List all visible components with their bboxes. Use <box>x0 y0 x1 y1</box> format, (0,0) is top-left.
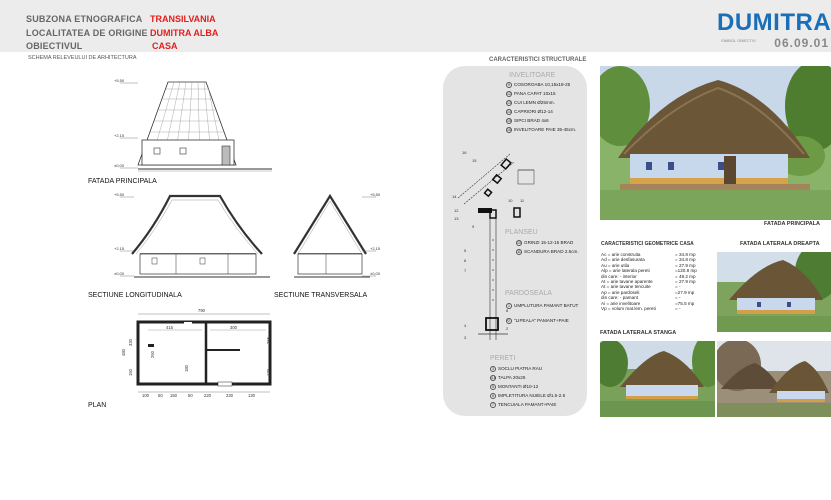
roof-item-1-num: 9 <box>506 82 512 88</box>
diagram-label-15: 15 <box>472 158 477 163</box>
long-level-base: ±0,00 <box>114 271 124 276</box>
geometric-characteristics <box>601 241 719 311</box>
caption-plan: PLAN <box>88 402 107 409</box>
ceiling-item-1-text: GRINZI 15-12-15 BRAD <box>524 240 574 246</box>
brand-block <box>717 11 829 49</box>
caption-photo-left: FATADA LATERALA STANGA <box>600 330 677 336</box>
caption-front-facade: FATADA PRINCIPALA <box>88 178 157 185</box>
walls-item-2-text: TALPA 20x25 <box>498 375 526 381</box>
long-level-mid: +2,15 <box>114 246 125 251</box>
diagram-label-6: 6 <box>464 258 467 263</box>
caption-photo-main: FATADA PRINCIPALA <box>764 221 821 227</box>
trans-level-mid: +2,15 <box>370 246 381 251</box>
geometric-row-7-value: = - <box>675 284 681 290</box>
front-level-mid: +2,15 <box>114 133 125 138</box>
header-value-locality: DUMITRA ALBA <box>150 28 219 38</box>
plan-dim-left-2: 150 <box>128 369 133 376</box>
roof-item-4-text: CAPRIORI Ø12-14 <box>514 109 553 115</box>
roof-item-2-num: 12 <box>507 92 511 96</box>
roof-item-5 <box>506 118 549 124</box>
geometric-row-9-key: din care: - pamant <box>601 295 639 301</box>
walls-item-1 <box>490 366 542 372</box>
geometric-row-5-value: = 49.2 mp <box>675 273 696 279</box>
longitudinal-section-drawing <box>110 188 276 286</box>
geometric-row-1-key: Ac = arie construita <box>601 252 641 257</box>
plan-dim-overall: 790 <box>198 308 205 313</box>
front-facade-drawing <box>110 72 280 178</box>
photo-main-facade <box>600 66 831 220</box>
roof-item-1 <box>506 82 570 88</box>
diagram-label-9: 9 <box>472 224 475 229</box>
walls-item-3-num: 5 <box>490 384 496 390</box>
diagram-label-16: 16 <box>462 150 467 155</box>
roof-item-1-text: COSOROABA 10,15x18-25 <box>514 82 571 88</box>
roof-item-3 <box>506 100 555 106</box>
floor-item-1-num: 1 <box>506 303 512 309</box>
plan-dim-left-total: 480 <box>121 349 126 356</box>
diagram-label-2: 2 <box>506 326 509 331</box>
roof-item-4 <box>506 109 553 115</box>
geometric-row-11 <box>601 306 719 311</box>
plan-dim-bottom-2: 50 <box>158 393 163 398</box>
ceiling-item-1-num: 10 <box>517 241 521 245</box>
brand-subtitle: SIMBOL OBIECTIV <box>721 38 756 43</box>
header-band <box>0 0 831 52</box>
plan-dim-right-2: 120 <box>266 369 271 376</box>
brand-date: 06.09.01 <box>774 36 829 50</box>
geometric-row-6-value: = 27.9 mp <box>675 278 696 284</box>
brand-name: DUMITRA <box>717 9 831 36</box>
roof-item-3-num: 13 <box>507 101 511 105</box>
geometric-row-7-key: At = arie tavane tencuite <box>601 284 651 290</box>
header-value-subzone: TRANSILVANIA <box>150 14 216 24</box>
ceiling-item-2-num: 11 <box>517 250 521 254</box>
diagram-label-5: 5 <box>464 248 467 253</box>
floor-item-2-num: 2 <box>506 318 512 324</box>
geometric-row-6-key: At = arie tavane aparente <box>601 278 653 284</box>
roof-item-6-text: INVELITOARE PAIE 35-45cm. <box>514 127 577 133</box>
header-label-locality: LOCALITATEA DE ORIGINE <box>26 28 148 38</box>
roof-item-2-text: PANA CAPAT 10x15 <box>514 91 556 97</box>
diagram-label-10: 10 <box>508 198 513 203</box>
walls-item-2 <box>490 375 525 381</box>
geometric-row-9-value: = - <box>675 295 681 301</box>
plan-dim-bottom-1: 100 <box>142 393 149 398</box>
roof-item-6-num: 16 <box>507 128 511 132</box>
floor-plan-drawing <box>118 306 278 402</box>
geometric-row-8-key: Ap = arie pardoseli <box>601 289 640 295</box>
front-level-base: ±0,00 <box>114 163 124 168</box>
diagram-label-7: 7 <box>464 268 467 273</box>
walls-item-5-num: 7 <box>490 402 496 408</box>
walls-item-5-text: TENCUIALA PAMANT+PAIE <box>498 402 557 408</box>
plan-dim-inner-1: 260 <box>150 351 155 358</box>
geometric-row-3-value: = 27.9 mp <box>675 262 696 268</box>
geometric-row-11-key: Vp = volum mat.lem. pereti <box>601 305 656 311</box>
walls-item-4-num: 6 <box>490 393 496 399</box>
walls-item-5 <box>490 402 556 408</box>
section-title-walls: PERETI <box>490 355 516 362</box>
floor-item-2-text: "LIPEALA" PAMANT+PAIE <box>514 318 569 324</box>
header-value-objective: CASA <box>152 41 178 51</box>
diagram-label-4: 4 <box>464 323 467 328</box>
geometric-row-10-value: =75.5 mp <box>675 300 695 306</box>
plan-dim-left-1: 330 <box>128 339 133 346</box>
structural-detail-diagram <box>448 140 540 350</box>
geometric-row-4-key: Alp = arie laterala pereti <box>601 268 650 274</box>
caption-photo-right: FATADA LATERALA DREAPTA <box>740 241 820 247</box>
plan-dim-bottom-3: 150 <box>170 393 177 398</box>
walls-item-1-text: SOCLU PIATRA RAU <box>498 366 543 372</box>
roof-item-2 <box>506 91 556 97</box>
plan-dim-bottom-4: 50 <box>188 393 193 398</box>
geometric-title: CARACTERISTICI GEOMETRICE CASA <box>601 241 694 247</box>
plan-dim-inner-2: 180 <box>184 365 189 372</box>
walls-item-3 <box>490 384 538 390</box>
ceiling-item-2-text: SCANDURA BRAD 2.5cm. <box>524 249 579 255</box>
floor-item-1-text: UMPLUTURA PAMANT BATUT <box>514 303 579 309</box>
front-level-top: +5,50 <box>114 78 125 83</box>
roof-item-3-text: CUI LEMN Ø25mm. <box>514 100 555 106</box>
walls-item-4 <box>490 393 565 399</box>
plan-dim-bottom-5: 220 <box>204 393 211 398</box>
caption-longitudinal-section: SECTIUNE LONGITUDINALA <box>88 292 182 299</box>
walls-item-3-text: MONTANTI Ø10-12 <box>498 384 539 390</box>
geometric-row-4-value: =120.8 mp <box>675 268 697 274</box>
walls-item-4-text: IMPLETITURA NUIELE Ø1.5-2.5 <box>498 393 566 399</box>
geometric-row-2-value: = 34.8 mp <box>675 257 696 263</box>
walls-item-2-num: 4,8 <box>491 376 496 380</box>
caption-transverse-section: SECTIUNE TRANSVERSALA <box>274 292 368 299</box>
geometric-row-2-key: Ad = arie desfasurata <box>601 257 645 263</box>
roof-item-5-num: 15 <box>507 119 511 123</box>
trans-level-base: ±0,00 <box>370 271 380 276</box>
section-title-roof: INVELITOARE <box>509 72 556 79</box>
roof-item-4-num: 14 <box>507 110 511 114</box>
diagram-label-3: 3 <box>464 335 467 340</box>
walls-item-1-num: 3 <box>490 366 496 372</box>
header-label-subzone: SUBZONA ETNOGRAFICA <box>26 14 143 24</box>
geometric-row-3-key: Au = arie utila <box>601 262 630 268</box>
photo-right-facade <box>717 252 831 332</box>
schema-title: SCHEMA RELEVEULUI DE ARHITECTURA <box>28 55 137 61</box>
diagram-label-1: 1 <box>506 317 509 322</box>
geometric-row-5-key: din care: - interior <box>601 273 637 279</box>
geometric-row-1-value: = 34.8 mp <box>675 252 696 257</box>
structural-title: CARACTERISTICI STRUCTURALE <box>489 57 587 63</box>
plan-dim-bottom-6: 230 <box>226 393 233 398</box>
trans-level-top: +5,50 <box>370 192 381 197</box>
diagram-label-13: 13 <box>454 216 459 221</box>
geometric-row-10-key: Ai = arie invelitoare <box>601 300 641 306</box>
diagram-label-8: 8 <box>506 308 509 313</box>
plan-dim-room2: 300 <box>230 325 237 330</box>
diagram-label-14: 14 <box>452 194 457 199</box>
plan-dim-bottom-7: 130 <box>248 393 255 398</box>
header-label-objective: OBIECTIVUL <box>26 41 83 51</box>
photo-left-facade-1 <box>600 341 715 417</box>
long-level-top: +5,50 <box>114 192 125 197</box>
geometric-row-11-value: = - <box>675 305 681 311</box>
plan-dim-right-1: 265 <box>266 337 271 344</box>
roof-item-5-text: SIPCI BRAD 4x6 <box>514 118 549 124</box>
diagram-label-11: 11 <box>520 198 525 203</box>
diagram-label-12: 12 <box>454 208 459 213</box>
roof-item-6 <box>506 127 576 133</box>
geometric-row-8-value: =27.9 mp <box>675 289 695 295</box>
section-title-floor: PARDOSEALA <box>505 290 552 297</box>
plan-dim-room1: 415 <box>166 325 173 330</box>
photo-left-facade-2 <box>717 341 831 417</box>
transverse-section-drawing <box>284 188 390 286</box>
section-title-ceiling: PLANSEU <box>505 229 538 236</box>
